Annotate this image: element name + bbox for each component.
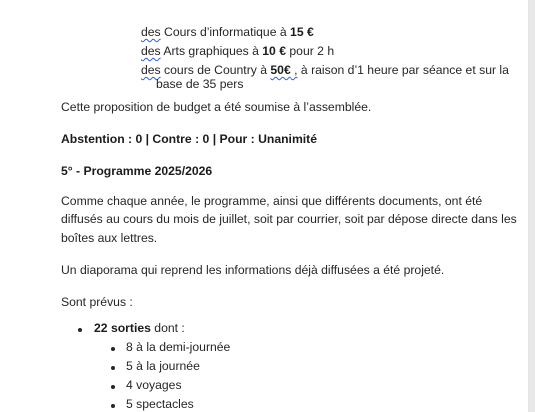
bullet-icon xyxy=(78,328,82,332)
paragraph-line: boîtes aux lettres. xyxy=(61,231,158,245)
paragraph-line: Comme chaque année, le programme, ainsi que différents documents, ont été xyxy=(61,194,483,208)
spellcheck-word[interactable]: des xyxy=(141,44,161,58)
bullet-icon xyxy=(111,347,115,351)
spellcheck-word[interactable]: 50€ xyxy=(270,63,291,77)
list-item-country-continuation: base de 35 pers xyxy=(156,77,244,91)
spellcheck-word[interactable]: des xyxy=(141,63,161,77)
list-item-informatique: des Cours d’informatique à 15 € xyxy=(141,25,314,39)
vote-result: Abstention : 0 | Contre : 0 | Pour : Unanimité xyxy=(61,132,317,146)
vertical-scrollbar[interactable] xyxy=(528,0,535,412)
bullet-icon xyxy=(111,385,115,389)
paragraph-line: diffusés au cours du mois de juillet, soit par courrier, soit par dépose directe dans les xyxy=(61,212,517,226)
sub-list-item: 4 voyages xyxy=(126,378,182,392)
sub-list-item: 5 spectacles xyxy=(126,397,194,411)
planned-label: Sont prévus : xyxy=(61,295,133,309)
scrollbar-thumb[interactable] xyxy=(529,0,535,412)
bullet-icon xyxy=(111,404,115,408)
list-item-country: des cours de Country à 50€ , à raison d’1 heure par séance et sur la xyxy=(141,63,509,77)
budget-sentence: Cette proposition de budget a été soumise à l’assemblée. xyxy=(61,100,372,114)
section-heading: 5° - Programme 2025/2026 xyxy=(61,164,213,178)
outings-item: 22 sorties dont : xyxy=(94,321,185,335)
sub-list-item: 8 à la demi-journée xyxy=(126,340,231,354)
list-item-arts-graphiques: des Arts graphiques à 10 € pour 2 h xyxy=(141,44,335,58)
diaporama-sentence: Un diaporama qui reprend les informations déjà diffusées a été projeté. xyxy=(61,263,445,277)
spellcheck-word[interactable]: des xyxy=(141,25,161,39)
sub-list-item: 5 à la journée xyxy=(126,359,200,373)
bullet-icon xyxy=(111,366,115,370)
